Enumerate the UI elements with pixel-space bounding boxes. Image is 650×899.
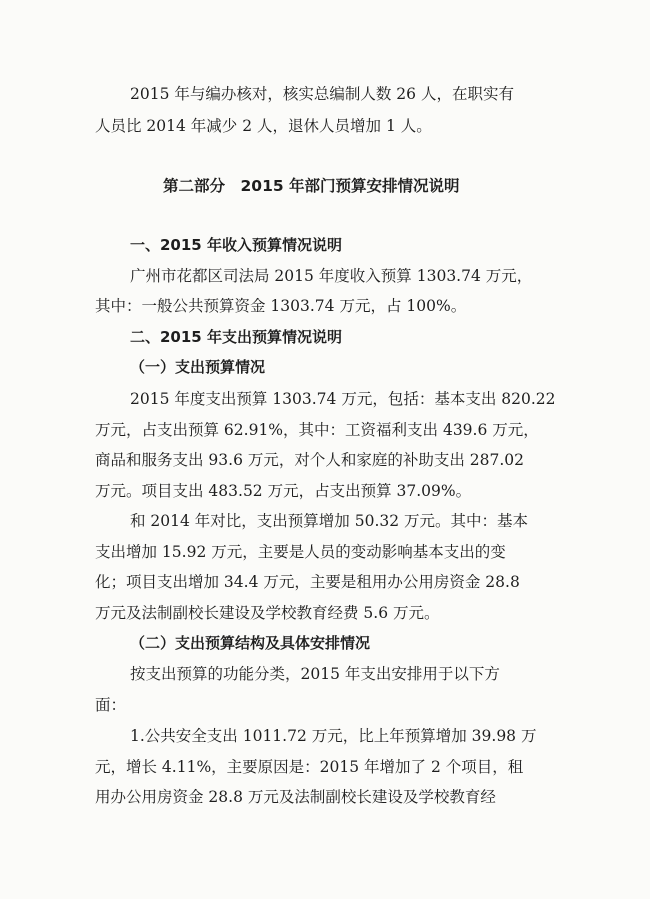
text-line: 面： (95, 696, 127, 714)
text-line: 化；项目支出增加 34.4 万元，主要是租用办公用房资金 28.8 (95, 573, 520, 591)
text-line: 其中：一般公共预算资金 1303.74 万元，占 100%。 (95, 297, 467, 315)
text-line: 万元。项目支出 483.52 万元，占支出预算 37.09%。 (95, 482, 472, 500)
text-line: 万元及法制副校长建设及学校教育经费 5.6 万元。 (95, 604, 440, 622)
text-line: 万元，占支出预算 62.91%，其中：工资福利支出 439.6 万元， (95, 421, 539, 439)
text-line: 按支出预算的功能分类，2015 年支出安排用于以下方 (130, 665, 500, 683)
text-line: 用办公用房资金 28.8 万元及法制副校长建设及学校教育经 (95, 788, 496, 806)
text-line: 和 2014 年对比，支出预算增加 50.32 万元。其中：基本 (130, 512, 529, 530)
text-line: 支出增加 15.92 万元，主要是人员的变动影响基本支出的变 (95, 543, 506, 561)
text-line: 2015 年度支出预算 1303.74 万元，包括：基本支出 820.22 (130, 390, 556, 408)
section-title: 第二部分 2015 年部门预算安排情况说明 (163, 177, 460, 195)
text-line: 人员比 2014 年减少 2 人，退休人员增加 1 人。 (95, 117, 432, 135)
text-line: 元，增长 4.11%，主要原因是：2015 年增加了 2 个项目，租 (95, 758, 524, 776)
text-line: 1.公共安全支出 1011.72 万元，比上年预算增加 39.98 万 (130, 727, 537, 745)
section-heading: 二、2015 年支出预算情况说明 (130, 328, 342, 346)
section-heading: 一、2015 年收入预算情况说明 (130, 236, 342, 254)
text-line: 广州市花都区司法局 2015 年度收入预算 1303.74 万元， (130, 267, 533, 285)
text-line: 2015 年与编办核对，核实总编制人数 26 人，在职实有 (130, 85, 514, 103)
subsection-heading: （二）支出预算结构及具体安排情况 (130, 634, 371, 652)
subsection-heading: （一）支出预算情况 (130, 358, 266, 376)
text-line: 商品和服务支出 93.6 万元，对个人和家庭的补助支出 287.02 (95, 451, 525, 469)
